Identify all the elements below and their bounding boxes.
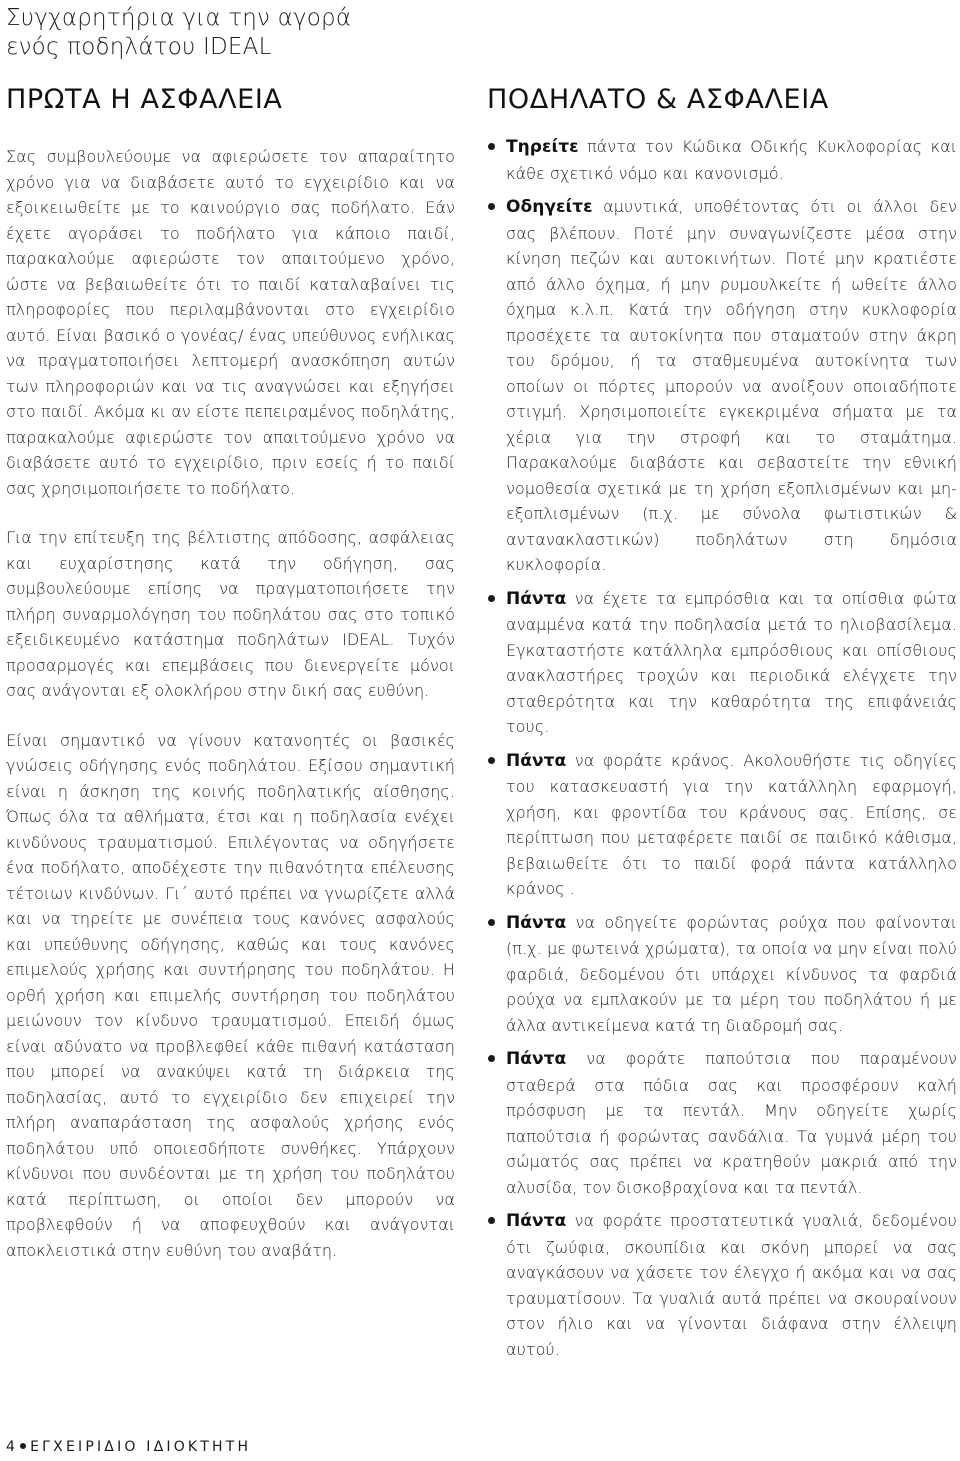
- page-number: 4: [6, 1439, 19, 1455]
- bullet-icon: [488, 143, 495, 150]
- bullet-icon: [488, 919, 495, 926]
- list-item-lead: Οδηγείτε: [506, 197, 593, 217]
- list-item: [487, 586, 957, 740]
- bullet-icon: [488, 203, 495, 210]
- separator-dot-icon: [20, 1443, 26, 1449]
- left-column: [6, 84, 455, 1287]
- safety-rules-list: [487, 134, 957, 1362]
- list-item-lead: Πάντα: [506, 750, 567, 771]
- right-column: [487, 84, 957, 1370]
- list-item-lead: Τηρείτε: [506, 137, 579, 157]
- heading-line-2: ενός ποδηλάτου IDEAL: [6, 34, 272, 60]
- list-item: [487, 910, 957, 1039]
- list-item-text: πάντα τον Κώδικα Οδικής Κυκλοφορίας και κάθε σχετικό νόμο και κανονισμό.: [506, 137, 957, 183]
- list-item: [487, 1208, 957, 1362]
- page-heading: [6, 4, 466, 62]
- risk-paragraph: Είναι σημαντικό να γίνουν κατανοητές οι βασικές γνώσεις οδήγησης ενός ποδηλάτου. Εξίσου σημαντική είναι η άσκηση της κοινής ποδηλατικής αίσθησης. Όπως όλα τα αθλήματα, έτσι και η ποδηλασία ενέχει κινδύνους τραυματισμού. Επιλέγοντας να οδηγήσετε ένα ποδήλατο, αποδέχεστε την πιθανότητα επέλευσης τέτοιων κινδύνων. Γι΄ αυτό πρέπει να γνωρίζετε αλλά και να τηρείτε με συνέπεια τους κανόνες ασφαλούς και υπεύθυνης οδήγησης, καθώς και τους κανόνες επιμελούς χρήσης και συντήρησης του ποδηλάτου. Η ορθή χρήση και επιμελής συντήρηση του ποδηλάτου μειώνουν τον κίνδυνο τραυματισμού. Επειδή όμως είναι αδύνατο να προβλεφθεί κάθε πιθανή κατάσταση που μπορεί να ανακύψει κατά τη διάρκεια της ποδηλασίας, αυτό το εγχειρίδιο δεν επιχειρεί την πλήρη αναπαράσταση της ασφαλούς χρήσης ενός ποδηλάτου υπό οποιεσδήποτε συνθήκες. Υπάρχουν κίνδυνοι που συνδέονται με τη χρήση του ποδηλάτου κατά περίπτωση, οι οποίοι δεν μπορούν να προβλεφθούν ή να αποφευχθούν και ανάγονται αποκλειστικά στην ευθύνη του αναβάτη.: [6, 730, 455, 1260]
- list-item: [487, 194, 957, 578]
- bullet-icon: [488, 595, 495, 602]
- list-item-text: να έχετε τα εμπρόσθια και τα οπίσθια φώτα αναμμένα κατά την ποδηλασία μετά το ηλιοβασίλεμα. Εγκαταστήστε κατάλληλα εμπρόσθιους και οπίσθιους ανακλαστήρες τροχών και περιοδικά ελέγχετε την σταθερότητα και την καθαρότητα της επιφάνειάς τους.: [506, 588, 957, 736]
- list-item-text: αμυντικά, υποθέτοντας ότι οι άλλοι δεν σας βλέπουν. Ποτέ μην συναγωνίζεστε μέσα στην κίνηση πεζών και αυτοκινήτων. Ποτέ μην κρατιέστε από άλλο όχημα, ή μην ρυμουλκείτε ή ωθείτε άλλο όχημα κ.λ.π. Κατά την οδήγηση στην κυκλοφορία προσέχετε τα αυτοκίνητα που σταματούν στην άκρη του δρόμου, ή τα σταθμευμένα αυτοκίνητα των οποίων οι πόρτες μπορούν να ανοίξουν οποιαδήποτε στιγμή. Χρησιμοποιείτε εγκεκριμένα σήματα με τα χέρια για την στροφή και το σταμάτημα. Παρακαλούμε διαβάστε και σεβαστείτε την εθνική νομοθεσία σχετικά με τη χρήση εξοπλισμένων και μη-εξοπλισμένων (π.χ. με σύνολα φωτιστικών & αντανακλαστικών) ποδηλάτων στη δημόσια κυκλοφορία.: [506, 197, 957, 574]
- bullet-icon: [488, 1217, 495, 1224]
- list-item-text: να φοράτε κράνος. Ακολουθήστε τις οδηγίες του κατασκευαστή για την κατάλληλη εφαρμογή, χρήση, και φροντίδα του κράνους σας. Επίσης, σε περίπτωση που μεταφέρετε παιδί σε παιδικό κάθισμα, βεβαιωθείτε ότι το παιδί φορά πάντα κατάλληλο κράνος .: [506, 750, 957, 898]
- list-item-lead: Πάντα: [506, 1049, 567, 1069]
- assembly-paragraph: Για την επίτευξη της βέλτιστης απόδοσης, ασφάλειας και ευχαρίστησης κατά την οδήγηση, σας συμβουλεύουμε επίσης να πραγματοποιήσετε την πλήρη συναρμολόγηση του ποδηλάτου σας στο τοπικό εξειδικευμένο κατάστημα ποδηλάτων IDEAL. Τυχόν προσαρμογές και επεμβάσεις που διενεργείτε μόνοι σας ανάγονται εξ ολοκλήρου στην δική σας ευθύνη.: [6, 528, 455, 700]
- list-item-lead: Πάντα: [506, 588, 567, 609]
- footer-label: ΕΓΧΕΙΡΙΔΙΟ ΙΔΙΟΚΤΗΤΗ: [30, 1439, 252, 1455]
- list-item-text: να οδηγείτε φορώντας ρούχα που φαίνονται (π.χ. με φωτεινά χρώματα), τα οποία να μην είναι πολύ φαρδιά, δεδομένου ότι υπάρχει κίνδυνος τα φαρδιά ρούχα να εμπλακούν με τα μέρη του ποδηλάτου ή με άλλα αντικείμενα κατά τη διαδρομή σας.: [506, 912, 957, 1035]
- bullet-icon: [488, 757, 495, 764]
- list-item-lead: Πάντα: [506, 912, 567, 933]
- page-footer: [6, 1438, 251, 1456]
- section-title-safety-first: ΠΡΩΤΑ Η ΑΣΦΑΛΕΙΑ: [6, 84, 283, 115]
- section-title-bicycle-safety: ΠΟΔΗΛΑΤΟ & ΑΣΦΑΛΕΙΑ: [487, 84, 829, 115]
- list-item-text: να φοράτε παπούτσια που παραμένουν σταθερά στα πόδια σας και προσφέρουν καλή πρόσφυση με τα πεντάλ. Μην οδηγείτε χωρίς παπούτσια ή φορώντας σανδάλια. Τα γυμνά μέρη του σώματός σας πρέπει να κρατηθούν μακριά από την αλυσίδα, τον δισκοβραχίονα και τα πεντάλ.: [506, 1049, 957, 1197]
- list-item-text: να φοράτε προστατευτικά γυαλιά, δεδομένου ότι ζωύφια, σκουπίδια και σκόνη μπορεί να σας αναγκάσουν να χάσετε τον έλεγχο ή ακόμα και να σας τραυματίσουν. Τα γυαλιά αυτά πρέπει να σκουραίνουν στον ήλιο και να γίνονται διάφανα στην έλλειψη αυτού.: [506, 1211, 957, 1359]
- list-item: [487, 134, 957, 186]
- list-item: [487, 748, 957, 902]
- list-item-lead: Πάντα: [506, 1211, 567, 1231]
- list-item: [487, 1046, 957, 1200]
- intro-paragraph: Σας συμβουλεύουμε να αφιερώσετε τον απαραίτητο χρόνο για να διαβάσετε αυτό το εγχειρίδιο και να εξοικειωθείτε με το καινούργιο σας ποδήλατο. Εάν έχετε αγοράσει το ποδήλατο για κάποιο παιδί, παρακαλούμε αφιερώστε τον απαιτούμενο χρόνο, ώστε να βεβαιωθείτε ότι το παιδί καταλαβαίνει τις πληροφορίες που περιλαμβάνονται στο εγχειρίδιο αυτό. Είναι βασικό ο γονέας/ ένας υπεύθυνος ενήλικας να πραγματοποιήσει λεπτομερή ανασκόπηση αυτών των πληροφοριών και να τις αναγνώσει και εξηγήσει στο παιδί. Ακόμα κι αν είστε πεπειραμένος ποδηλάτης, παρακαλούμε αφιερώστε τον απαιτούμενο χρόνο να διαβάσετε αυτό το εγχειρίδιο, πριν εσείς ή το παιδί σας χρησιμοποιήσετε το ποδήλατο.: [6, 147, 455, 498]
- bullet-icon: [488, 1055, 495, 1062]
- heading-line-1: Συγχαρητήρια για την αγορά: [6, 5, 352, 31]
